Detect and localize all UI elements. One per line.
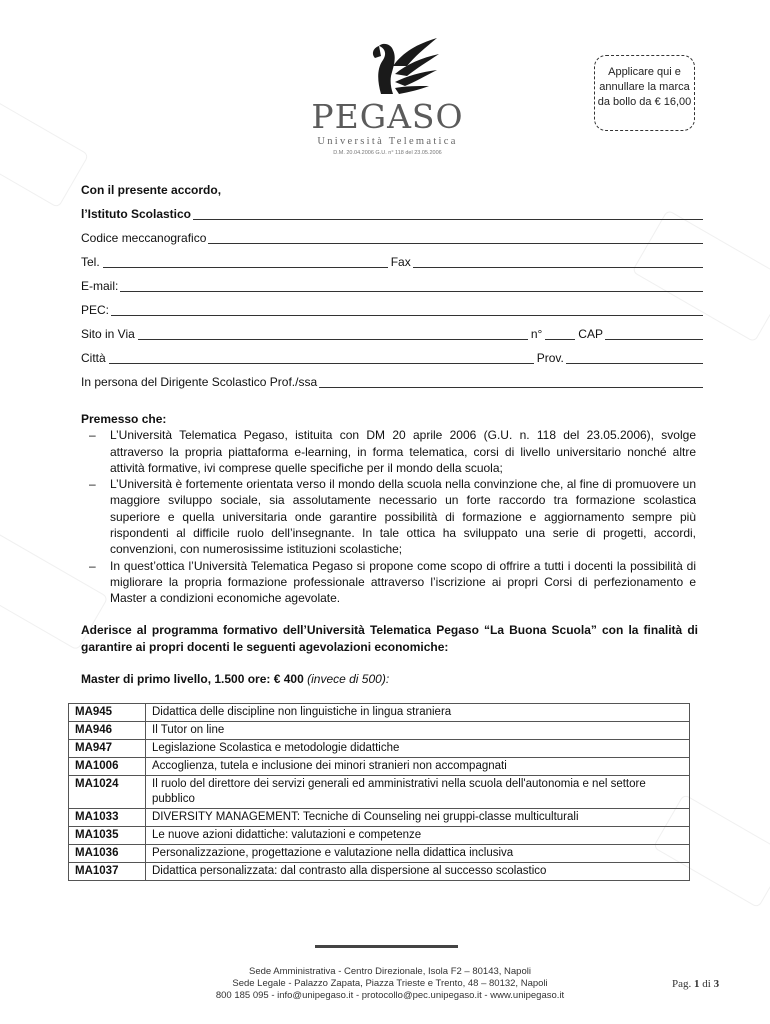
cap-field[interactable] (605, 327, 703, 340)
pegasus-icon (333, 36, 443, 98)
list-item (81, 558, 696, 607)
footer-line: 800 185 095 - info@unipegaso.it - protocollo@pec.unipegaso.it - www.unipegaso.it (215, 990, 565, 1001)
form-intro (81, 173, 705, 197)
premises-heading: Premesso che: (81, 412, 167, 426)
pec-field[interactable] (111, 303, 703, 316)
course-title: Personalizzazione, progettazione e valutazione nella didattica inclusiva (146, 845, 690, 863)
fax-field[interactable] (413, 255, 703, 268)
istituto-row (81, 197, 705, 221)
codice-row (81, 221, 705, 245)
logo-brand: PEGASO (311, 97, 464, 136)
dash-bullet-icon: – (89, 428, 96, 443)
course-title: Accoglienza, tutela e inclusione dei minori stranieri non accompagnati (146, 758, 690, 776)
courses-table (68, 703, 690, 881)
city-row (81, 341, 705, 365)
footer-divider (315, 945, 458, 948)
table-row (69, 740, 690, 758)
course-code: MA1037 (69, 863, 146, 881)
pegaso-logo (300, 36, 475, 156)
tel-fax-row (81, 245, 705, 269)
course-code: MA1006 (69, 758, 146, 776)
page-prefix: Pag. (672, 978, 692, 990)
street-field[interactable] (138, 327, 528, 340)
table-row (69, 722, 690, 740)
premise-text: In quest’ottica l’Università Telematica Pegaso si propone come scopo di offrire a tutti i docenti la possibilità di migliorare la propria formazione professionale attraverso l’iscrizione ai propri Corsi di perfezionamento e Master a condizioni economiche agevolate. (110, 558, 696, 606)
course-code: MA946 (69, 722, 146, 740)
pec-row (81, 293, 705, 317)
intro-text: Con il presente accordo, (81, 183, 222, 197)
master-note: (invece di 500): (307, 672, 390, 686)
master-heading (81, 672, 389, 686)
page-separator: di (702, 978, 711, 990)
table-row (69, 827, 690, 845)
course-title: Legislazione Scolastica e metodologie didattiche (146, 740, 690, 758)
numero-label: n° (530, 327, 543, 341)
course-code: MA945 (69, 704, 146, 722)
dash-bullet-icon: – (89, 477, 96, 492)
citta-label: Città (81, 351, 106, 365)
dirigente-label: In persona del Dirigente Scolastico Prof./ssa (81, 375, 318, 389)
table-row (69, 776, 690, 809)
istituto-label: l’Istituto Scolastico (81, 207, 192, 221)
footer-line: Sede Amministrativa - Centro Direzionale, Isola F2 – 80143, Napoli (249, 966, 531, 977)
page-total: 3 (713, 978, 720, 990)
table-row (69, 863, 690, 881)
logo-subtitle: Università Telematica (317, 136, 458, 147)
footer-address (170, 966, 610, 1002)
dirigente-field[interactable] (319, 375, 703, 388)
logo-decree: D.M. 20.04.2006 G.U. n° 118 del 23.05.2006 (333, 150, 442, 156)
course-code: MA1035 (69, 827, 146, 845)
dash-bullet-icon: – (89, 558, 96, 573)
email-row (81, 269, 705, 293)
institution-form (81, 173, 705, 389)
course-code: MA1024 (69, 776, 146, 809)
course-title: DIVERSITY MANAGEMENT: Tecniche di Counseling nei gruppi-classe multiculturali (146, 809, 690, 827)
cap-label: CAP (578, 327, 603, 341)
page-current: 1 (694, 978, 700, 990)
codice-field[interactable] (208, 231, 703, 244)
address-row (81, 317, 705, 341)
dirigente-row (81, 365, 705, 389)
email-label: E-mail: (81, 279, 119, 293)
premise-text: L’Università è fortemente orientata verso il mondo della scuola nella convinzione che, al fine di promuovere un maggiore sviluppo sociale, sia assolutamente necessario un forte raccordo tra formazione scolastica superiore e quella universitaria onde garantire possibilità di formazione e aggiornamento sempre più rispondenti al difficile ruolo dell’insegnante. In tale ottica ha sviluppato una serie di progetti, accordi, convenzioni, con numerosissime istituzioni scolastiche; (110, 477, 696, 557)
numero-field[interactable] (545, 327, 575, 340)
tel-field[interactable] (103, 255, 388, 268)
adherence-statement: Aderisce al programma formativo dell’Università Telematica Pegaso “La Buona Scuola” con la finalità di garantire ai propri docenti le seguenti agevolazioni economiche: (81, 623, 698, 654)
table-row (69, 758, 690, 776)
list-item (81, 476, 696, 557)
list-item (81, 427, 696, 476)
pec-label: PEC: (81, 303, 110, 317)
footer-line: Sede Legale - Palazzo Zapata, Piazza Trieste e Trento, 48 – 80132, Napoli (232, 978, 548, 989)
premises-section (81, 411, 696, 607)
tel-label: Tel. (81, 255, 100, 269)
email-field[interactable] (120, 279, 703, 292)
premises-list (81, 427, 696, 606)
istituto-field[interactable] (193, 207, 703, 220)
course-title: Le nuove azioni didattiche: valutazioni e competenze (146, 827, 690, 845)
course-title: Didattica delle discipline non linguistiche in lingua straniera (146, 704, 690, 722)
course-code: MA1036 (69, 845, 146, 863)
watermark-shape (0, 94, 89, 209)
codice-label: Codice meccanografico (81, 231, 207, 245)
master-label: Master di primo livello, 1.500 ore: € 400 (81, 672, 304, 686)
course-title: Il Tutor on line (146, 722, 690, 740)
premise-text: L’Università Telematica Pegaso, istituita con DM 20 aprile 2006 (G.U. n. 118 del 23.05.2006), svolge attraverso la propria piattaforma e-learning, in forma telematica, corsi di livello universitario nonché altre attività formative, ivi comprese quelle specifiche per il mondo della scuola; (110, 428, 696, 475)
table-row (69, 845, 690, 863)
fax-label: Fax (390, 255, 411, 269)
table-row (69, 704, 690, 722)
prov-field[interactable] (566, 351, 703, 364)
citta-field[interactable] (109, 351, 534, 364)
course-title: Il ruolo del direttore dei servizi generali ed amministrativi nella scuola dell'autonomia e nel settore pubblico (146, 776, 690, 809)
course-code: MA1033 (69, 809, 146, 827)
revenue-stamp-box: Applicare qui e annullare la marca da bollo da € 16,00 (594, 55, 695, 131)
course-code: MA947 (69, 740, 146, 758)
prov-label: Prov. (536, 351, 564, 365)
table-row (69, 809, 690, 827)
page-number (672, 978, 719, 990)
sito-label: Sito in Via (81, 327, 135, 341)
course-title: Didattica personalizzata: dal contrasto alla dispersione al successo scolastico (146, 863, 690, 881)
